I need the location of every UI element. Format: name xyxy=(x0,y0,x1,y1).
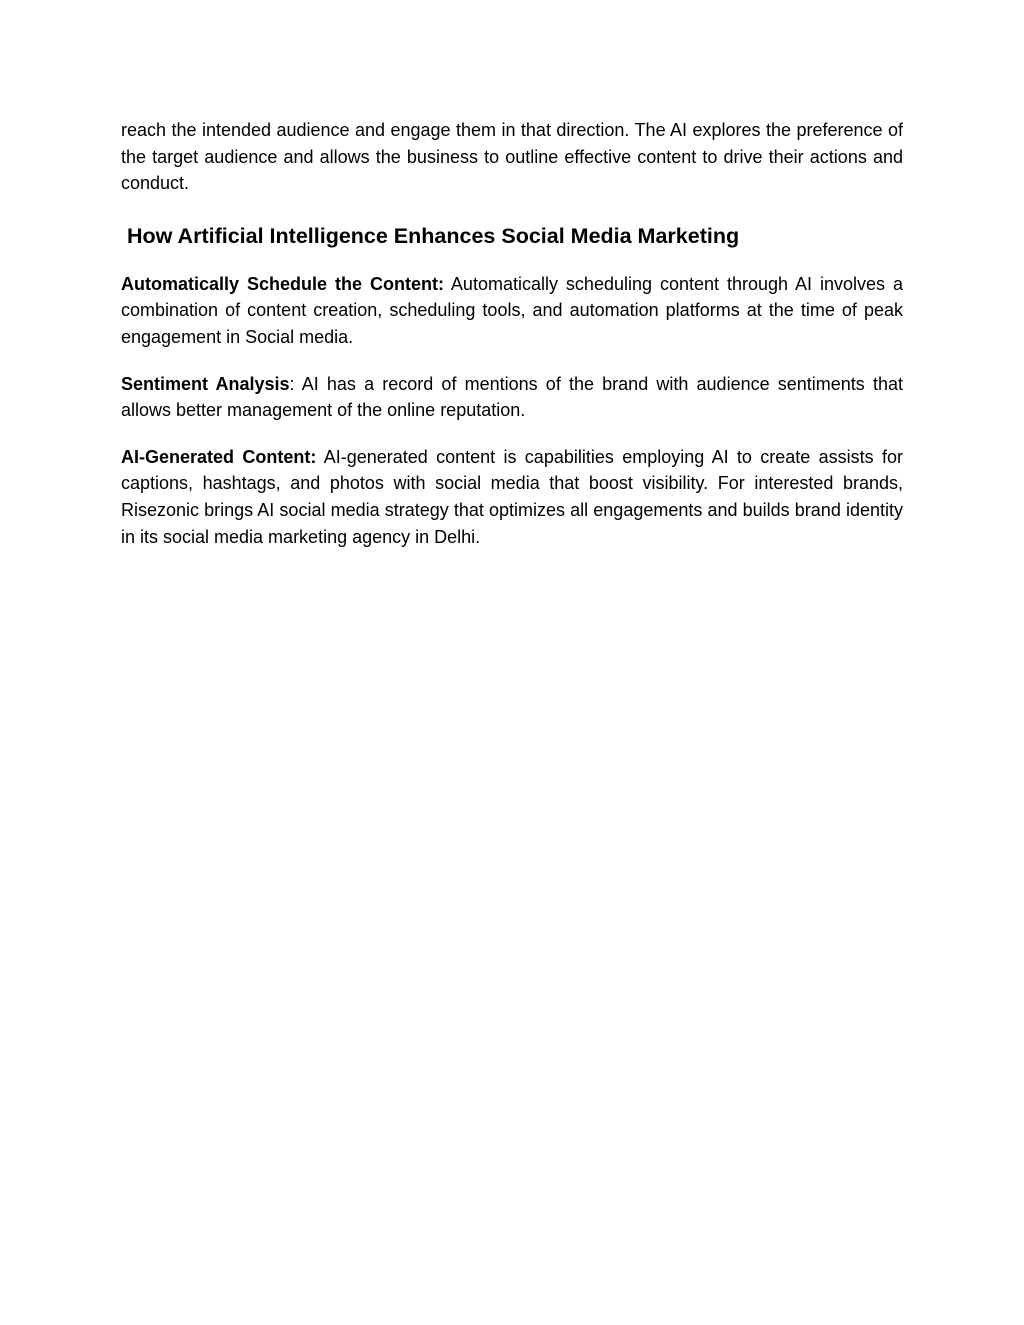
ai-generated-content-text: AI-generated content is capabilities employing AI to create assists for captions, hashtags, and photos with social media that boost visibility. For interested brands, Risezonic brings AI social media strategy that optimizes all engagements and builds brand identity in its social media marketing agency in Delhi. xyxy=(121,446,903,547)
sentiment-analysis-paragraph xyxy=(121,371,903,424)
schedule-content-term: Automatically Schedule the Content: xyxy=(121,273,444,294)
ai-generated-content-term: AI-Generated Content: xyxy=(121,446,317,467)
schedule-content-text: Automatically scheduling content through AI involves a combination of content creation, scheduling tools, and automation platforms at the time of peak engagement in Social media. xyxy=(121,273,903,347)
document-page xyxy=(121,117,903,570)
sentiment-analysis-term: Sentiment Analysis xyxy=(121,373,290,394)
sentiment-analysis-text: AI has a record of mentions of the brand with audience sentiments that allows better management of the online reputation. xyxy=(121,373,903,421)
schedule-content-paragraph xyxy=(121,271,903,351)
section-heading: How Artificial Intelligence Enhances Social Media Marketing xyxy=(127,223,740,248)
sentiment-analysis-separator: : xyxy=(289,373,302,394)
ai-generated-content-separator xyxy=(316,447,323,467)
intro-paragraph: reach the intended audience and engage them in that direction. The AI explores the preference of the target audience and allows the business to outline effective content to drive their actions and conduct. xyxy=(121,120,903,194)
schedule-content-separator xyxy=(444,274,451,294)
ai-generated-content-paragraph xyxy=(121,444,903,550)
